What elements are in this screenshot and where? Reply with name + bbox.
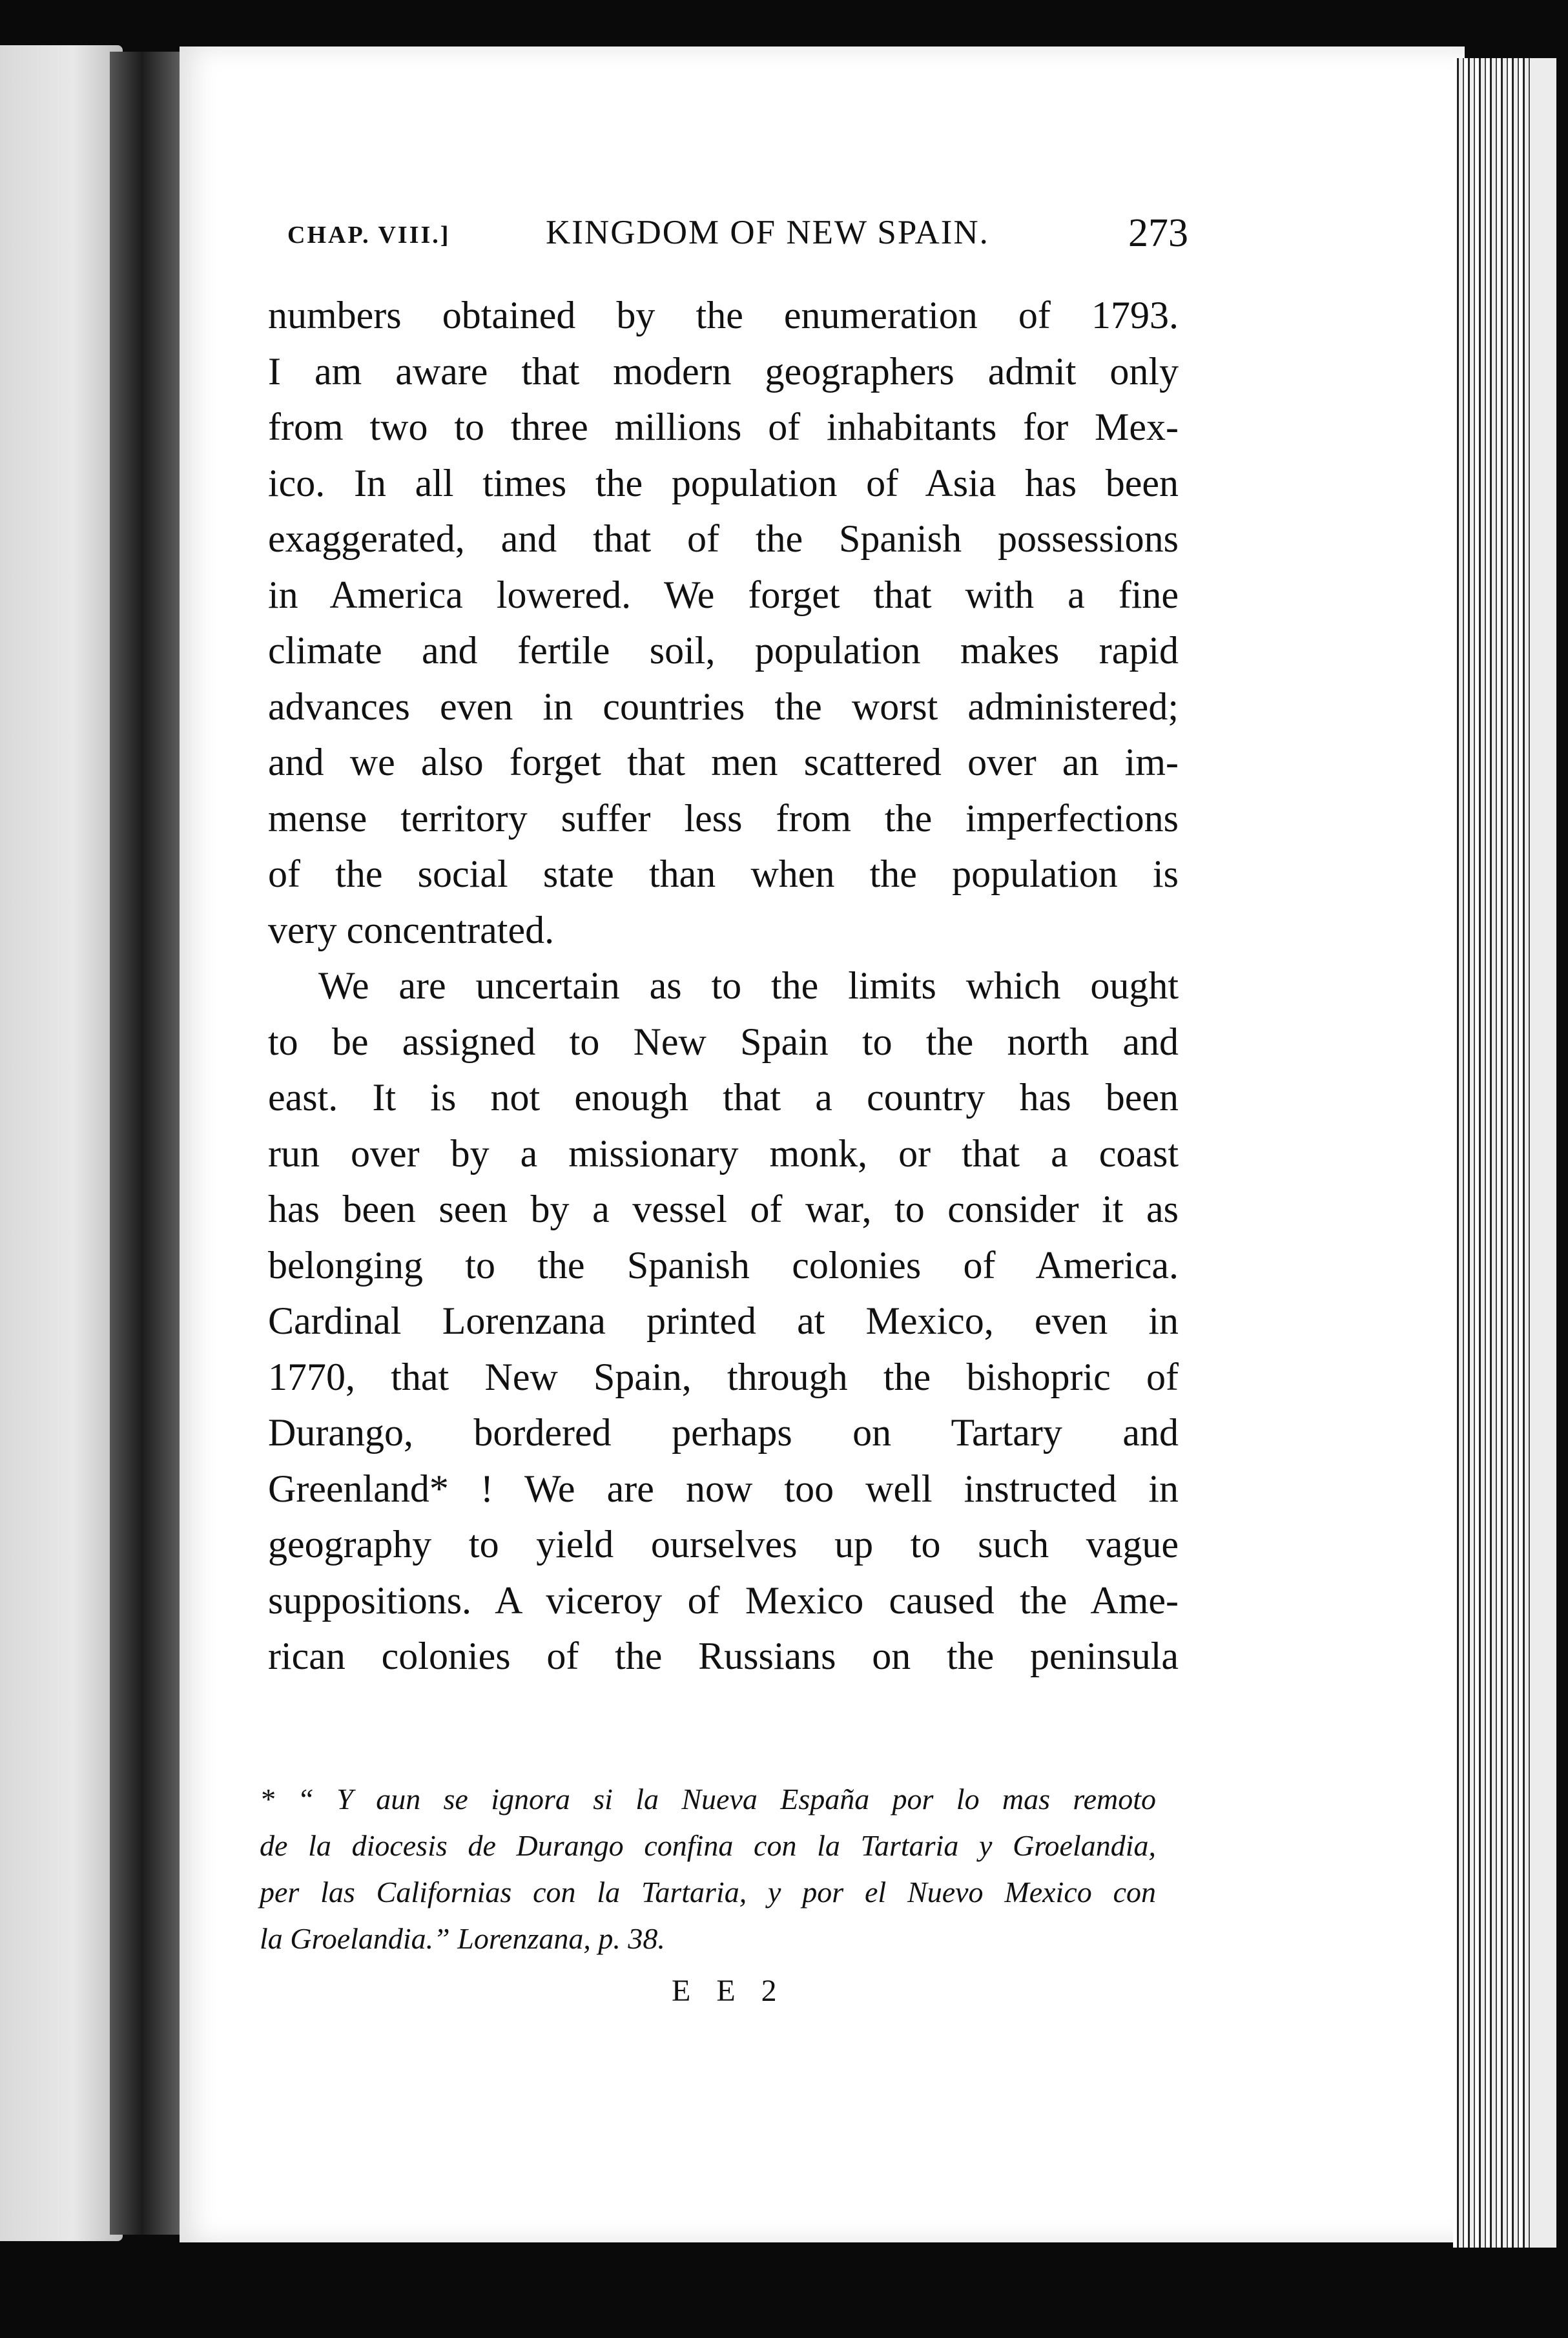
text-line: We are uncertain as to the limits which ought <box>318 964 1179 1007</box>
text-line: Cardinal Lorenzana printed at Mexico, even in <box>268 1299 1179 1342</box>
footnote-line: de la diocesis de Durango confina con la Tartaria y Groelandia, <box>260 1829 1156 1862</box>
text-line: geography to yield ourselves up to such vague <box>268 1523 1179 1566</box>
book-gutter <box>110 52 181 2235</box>
text-line: of the social state than when the population is <box>268 853 1179 895</box>
page-stack-edge <box>1453 58 1531 2248</box>
text-line: exaggerated, and that of the Spanish possessions <box>268 517 1179 560</box>
text-line: to be assigned to New Spain to the north and <box>268 1020 1179 1063</box>
text-line: in America lowered. We forget that with a fine <box>268 573 1179 616</box>
text-line: rican colonies of the Russians on the peninsula <box>268 1635 1179 1677</box>
text-line: advances even in countries the worst administered; <box>268 685 1179 728</box>
text-line: I am aware that modern geographers admit only <box>268 349 1179 393</box>
body-text <box>268 287 1179 1684</box>
text-line: ico. In all times the population of Asia has been <box>268 461 1179 504</box>
text-line: and we also forget that men scattered over an im- <box>268 741 1179 783</box>
footnote-line: * “ Y aun se ignora si la Nueva España por lo mas remoto <box>260 1783 1156 1816</box>
text-line: from two to three millions of inhabitants for Mex- <box>268 406 1179 448</box>
text-line: belonging to the Spanish colonies of America. <box>268 1243 1179 1287</box>
footnote-line: la Groelandia.” Lorenzana, p. 38. <box>260 1922 665 1955</box>
running-title: KINGDOM OF NEW SPAIN. <box>546 214 989 251</box>
text-line: mense territory suffer less from the imperfections <box>268 796 1179 840</box>
chapter-label: CHAP. VIII.] <box>287 222 451 249</box>
signature-mark: E E 2 <box>672 1974 786 2008</box>
footnote-line: per las Californias con la Tartaria, y por el Nuevo Mexico con <box>260 1876 1156 1909</box>
right-margin <box>1531 58 1556 2248</box>
text-line: Durango, bordered perhaps on Tartary and <box>268 1411 1179 1454</box>
text-line: Greenland* ! We are now too well instructed in <box>268 1467 1179 1510</box>
text-line: suppositions. A viceroy of Mexico caused the Ame- <box>268 1578 1179 1622</box>
page-number: 273 <box>1128 211 1188 255</box>
text-line: 1770, that New Spain, through the bishopric of <box>268 1355 1179 1398</box>
text-line: climate and fertile soil, population makes rapid <box>268 629 1179 672</box>
running-header <box>287 213 1188 258</box>
text-line: numbers obtained by the enumeration of 1793. <box>268 294 1179 336</box>
text-line: has been seen by a vessel of war, to consider it as <box>268 1188 1179 1230</box>
text-line: run over by a missionary monk, or that a coast <box>268 1132 1179 1175</box>
facing-page-edge <box>0 45 123 2241</box>
text-line: very concentrated. <box>268 908 555 951</box>
footnote <box>260 1776 1156 1962</box>
text-line: east. It is not enough that a country has been <box>268 1076 1179 1119</box>
